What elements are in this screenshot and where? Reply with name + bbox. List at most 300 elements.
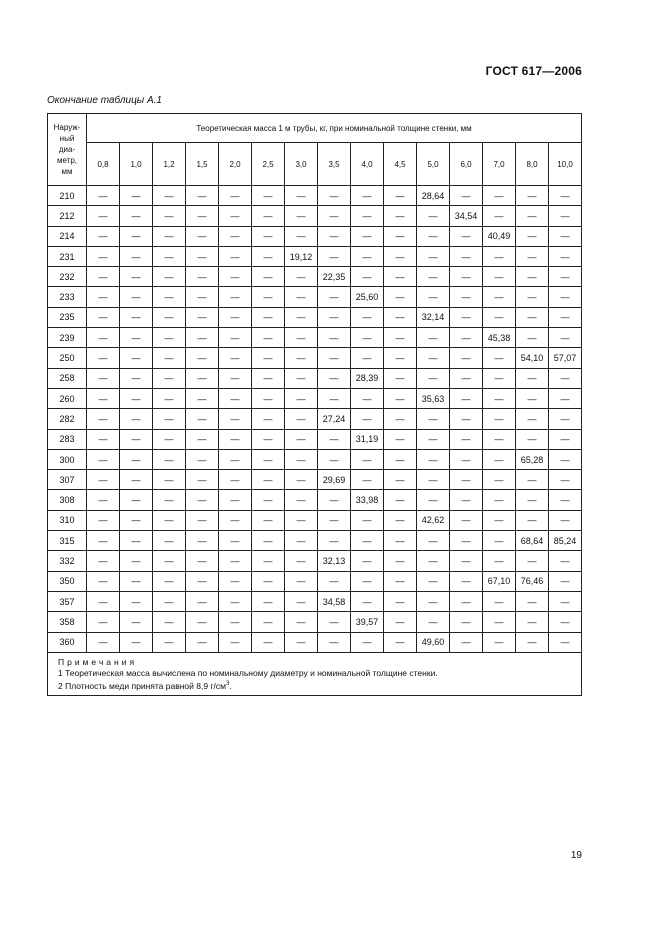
mass-cell: — [219,388,252,408]
mass-cell: — [219,186,252,206]
mass-cell: 57,07 [549,348,582,368]
mass-cell: — [252,571,285,591]
mass-cell: — [417,470,450,490]
mass-cell: — [318,632,351,652]
mass-cell: — [87,226,120,246]
diameter-cell: 260 [48,388,87,408]
diameter-cell: 231 [48,246,87,266]
mass-cell: — [351,531,384,551]
mass-cell: — [120,409,153,429]
mass-cell: — [186,307,219,327]
mass-cell: — [351,328,384,348]
mass-cell: — [417,328,450,348]
mass-cell: — [516,551,549,571]
thickness-header: 4,5 [384,143,417,186]
mass-cell: — [285,287,318,307]
mass-cell: — [186,368,219,388]
mass-cell: — [219,328,252,348]
mass-cell: — [120,591,153,611]
diameter-cell: 307 [48,470,87,490]
thickness-header: 1,5 [186,143,219,186]
mass-table [47,113,582,696]
mass-cell: — [87,632,120,652]
diameter-column-header: Наруж- ный диа- метр, мм [48,114,87,186]
mass-cell: 28,39 [351,368,384,388]
table-row [48,531,582,551]
mass-cell: — [516,490,549,510]
mass-cell: — [285,591,318,611]
mass-cell: — [87,267,120,287]
diameter-cell: 239 [48,328,87,348]
mass-cell: — [252,186,285,206]
mass-cell: — [285,307,318,327]
mass-cell: — [351,246,384,266]
thickness-header: 10,0 [549,143,582,186]
mass-cell: — [186,409,219,429]
mass-cell: 32,13 [318,551,351,571]
mass-cell: — [549,307,582,327]
mass-cell: — [219,470,252,490]
mass-cell: — [318,510,351,530]
mass-cell: — [318,490,351,510]
table-row [48,287,582,307]
mass-cell: — [417,409,450,429]
mass-cell: — [483,551,516,571]
mass-cell: — [549,470,582,490]
mass-cell: — [252,267,285,287]
table-row [48,307,582,327]
mass-cell: — [87,328,120,348]
mass-cell: — [450,429,483,449]
mass-cell: — [549,571,582,591]
mass-cell: — [153,551,186,571]
mass-cell: — [153,409,186,429]
mass-cell: — [120,531,153,551]
diameter-cell: 357 [48,591,87,611]
mass-cell: — [186,531,219,551]
thickness-header: 4,0 [351,143,384,186]
diameter-cell: 360 [48,632,87,652]
mass-cell: — [417,449,450,469]
mass-cell: 34,54 [450,206,483,226]
mass-cell: — [450,368,483,388]
mass-cell: — [384,429,417,449]
mass-cell: — [483,368,516,388]
note-1: 1 Теоретическая масса вычислена по номинальному диаметру и номинальной толщине стенки. [58,667,438,678]
mass-cell: — [351,348,384,368]
mass-cell: 22,35 [318,267,351,287]
mass-cell: — [285,368,318,388]
mass-cell: — [120,388,153,408]
mass-cell: — [483,591,516,611]
thickness-header: 3,5 [318,143,351,186]
mass-cell: — [120,612,153,632]
mass-cell: — [549,551,582,571]
mass-cell: — [351,510,384,530]
thickness-header: 7,0 [483,143,516,186]
table-row [48,267,582,287]
mass-cell: — [120,246,153,266]
mass-cell: — [87,186,120,206]
mass-cell: — [516,591,549,611]
mass-cell: — [219,510,252,530]
mass-cell: — [318,287,351,307]
mass-cell: — [318,449,351,469]
mass-cell: — [483,206,516,226]
mass-cell: — [219,307,252,327]
mass-cell: — [450,470,483,490]
table-row [48,226,582,246]
mass-cell: — [450,186,483,206]
mass-cell: — [120,429,153,449]
table-row [48,632,582,652]
mass-cell: — [186,490,219,510]
mass-cell: — [153,510,186,530]
thickness-header: 5,0 [417,143,450,186]
mass-cell: — [384,632,417,652]
mass-cell: — [351,591,384,611]
mass-cell: — [285,429,318,449]
mass-cell: — [483,510,516,530]
mass-cell: — [153,470,186,490]
mass-cell: — [120,632,153,652]
mass-cell: — [417,348,450,368]
mass-cell: — [87,531,120,551]
mass-cell: 25,60 [351,287,384,307]
mass-cell: — [483,429,516,449]
mass-cell: — [219,612,252,632]
table-row [48,612,582,632]
mass-cell: — [351,409,384,429]
mass-cell: 27,24 [318,409,351,429]
mass-cell: — [252,551,285,571]
mass-cell: — [516,409,549,429]
mass-cell: 35,63 [417,388,450,408]
mass-cell: — [120,551,153,571]
mass-cell: — [252,449,285,469]
mass-cell: — [120,186,153,206]
mass-cell: — [384,287,417,307]
mass-cell: — [417,287,450,307]
mass-cell: — [384,409,417,429]
mass-cell: — [285,490,318,510]
mass-cell: — [153,328,186,348]
mass-cell: — [186,510,219,530]
mass-cell: — [252,307,285,327]
mass-cell: — [384,470,417,490]
mass-cell: — [483,531,516,551]
mass-cell: — [252,612,285,632]
mass-cell: — [384,571,417,591]
mass-cell: — [153,226,186,246]
mass-cell: — [549,206,582,226]
notes-block [48,652,582,695]
mass-cell: — [483,267,516,287]
thickness-header: 8,0 [516,143,549,186]
mass-cell: — [351,470,384,490]
mass-cell: — [384,531,417,551]
mass-cell: — [285,531,318,551]
mass-cell: 65,28 [516,449,549,469]
mass-cell: — [351,449,384,469]
mass-cell: — [219,571,252,591]
mass-cell: — [450,551,483,571]
table-row [48,388,582,408]
table-row [48,551,582,571]
mass-cell: 54,10 [516,348,549,368]
mass-cell: — [87,307,120,327]
diameter-cell: 250 [48,348,87,368]
mass-cell: — [285,267,318,287]
mass-cell: — [549,328,582,348]
mass-cell: 32,14 [417,307,450,327]
mass-cell: — [384,388,417,408]
mass-cell: — [186,449,219,469]
mass-cell: — [87,287,120,307]
mass-cell: — [549,267,582,287]
mass-cell: — [450,490,483,510]
mass-cell: — [384,206,417,226]
mass-cell: — [549,591,582,611]
mass-cell: — [219,267,252,287]
thickness-header: 2,5 [252,143,285,186]
mass-cell: — [384,368,417,388]
mass-cell: — [384,591,417,611]
mass-cell: — [549,632,582,652]
mass-cell: — [120,206,153,226]
mass-cell: — [351,551,384,571]
mass-cell: — [285,226,318,246]
mass-cell: — [219,591,252,611]
mass-cell: — [252,206,285,226]
mass-cell: — [318,328,351,348]
mass-cell: — [549,186,582,206]
mass-cell: — [153,449,186,469]
mass-cell: — [549,510,582,530]
mass-cell: — [153,368,186,388]
mass-cell: — [483,612,516,632]
mass-cell: — [252,470,285,490]
mass-cell: — [483,409,516,429]
mass-cell: — [252,510,285,530]
mass-cell: — [186,429,219,449]
mass-cell: — [252,429,285,449]
mass-cell: — [450,632,483,652]
mass-cell: — [483,246,516,266]
mass-cell: — [483,307,516,327]
table-row [48,449,582,469]
mass-cell: — [153,490,186,510]
mass-cell: — [384,307,417,327]
mass-cell: — [87,449,120,469]
diameter-cell: 282 [48,409,87,429]
table-row [48,206,582,226]
mass-cell: — [153,307,186,327]
mass-cell: — [450,226,483,246]
mass-cell: — [417,591,450,611]
mass-cell: — [417,206,450,226]
diameter-cell: 283 [48,429,87,449]
mass-cell: — [285,186,318,206]
mass-cell: — [252,490,285,510]
mass-cell: — [318,186,351,206]
mass-cell: — [153,348,186,368]
mass-cell: — [483,388,516,408]
mass-cell: — [120,287,153,307]
mass-cell: — [318,612,351,632]
mass-cell: — [285,510,318,530]
mass-cell: — [516,632,549,652]
mass-cell: — [153,267,186,287]
mass-cell: — [549,429,582,449]
mass-cell: — [516,246,549,266]
mass-cell: — [417,531,450,551]
mass-cell: — [318,571,351,591]
mass-cell: — [285,551,318,571]
mass-cell: — [87,429,120,449]
mass-cell: — [384,246,417,266]
mass-cell: — [450,571,483,591]
mass-cell: — [549,612,582,632]
mass-cell: — [252,368,285,388]
mass-cell: — [516,328,549,348]
mass-cell: — [219,632,252,652]
mass-cell: — [450,307,483,327]
mass-cell: — [384,267,417,287]
mass-cell: — [417,368,450,388]
thickness-header: 1,0 [120,143,153,186]
mass-cell: — [516,429,549,449]
mass-cell: — [318,348,351,368]
mass-cell: — [516,470,549,490]
mass-cell: — [219,551,252,571]
mass-cell: — [318,368,351,388]
mass-cell: — [87,591,120,611]
mass-cell: — [120,348,153,368]
mass-cell: — [516,186,549,206]
mass-cell: — [417,246,450,266]
thickness-header: 6,0 [450,143,483,186]
table-row [48,591,582,611]
mass-cell: — [186,267,219,287]
mass-cell: — [417,490,450,510]
mass-cell: — [516,388,549,408]
mass-cell: — [516,510,549,530]
mass-cell: — [450,449,483,469]
mass-cell: — [285,388,318,408]
mass-cell: — [186,470,219,490]
mass-cell: — [87,551,120,571]
mass-cell: — [549,490,582,510]
mass-cell: — [186,226,219,246]
mass-cell: — [285,348,318,368]
diameter-cell: 258 [48,368,87,388]
thickness-header: 1,2 [153,143,186,186]
mass-cell: — [450,287,483,307]
mass-cell: — [219,531,252,551]
table-row [48,368,582,388]
mass-cell: 40,49 [483,226,516,246]
mass-cell: — [252,287,285,307]
mass-cell: — [120,307,153,327]
mass-cell: — [87,348,120,368]
mass-cell: — [186,632,219,652]
mass-cell: — [450,531,483,551]
mass-cell: — [120,470,153,490]
table-row [48,490,582,510]
mass-cell: — [318,429,351,449]
diameter-cell: 300 [48,449,87,469]
mass-cell: — [87,388,120,408]
table-caption: Окончание таблицы А.1 [47,95,162,106]
mass-cell: — [285,612,318,632]
mass-cell: — [219,226,252,246]
mass-cell: — [153,571,186,591]
mass-cell: — [120,226,153,246]
mass-cell: — [219,348,252,368]
mass-cell: — [219,206,252,226]
mass-cell: 31,19 [351,429,384,449]
diameter-cell: 310 [48,510,87,530]
table-row [48,409,582,429]
mass-cell: — [285,571,318,591]
mass-cell: — [219,490,252,510]
mass-cell: 85,24 [549,531,582,551]
mass-cell: — [516,612,549,632]
mass-cell: — [483,186,516,206]
mass-cell: — [153,206,186,226]
mass-cell: — [318,307,351,327]
diameter-cell: 315 [48,531,87,551]
document-code: ГОСТ 617—2006 [485,64,582,78]
mass-cell: — [450,348,483,368]
mass-cell: — [318,246,351,266]
mass-cell: — [384,551,417,571]
mass-cell: — [186,246,219,266]
note-2: 2 Плотность меди принята равной 8,9 $г/см^3$. [58,680,232,691]
mass-cell: — [87,571,120,591]
mass-cell: — [285,449,318,469]
mass-cell: — [285,409,318,429]
mass-cell: — [87,246,120,266]
mass-cell: — [153,287,186,307]
mass-cell: — [351,267,384,287]
mass-cell: — [351,632,384,652]
mass-cell: — [153,591,186,611]
thickness-header: 0,8 [87,143,120,186]
mass-cell: — [87,510,120,530]
mass-cell: — [549,368,582,388]
mass-cell: — [516,368,549,388]
mass-cell: — [318,226,351,246]
mass-cell: — [549,246,582,266]
mass-cell: — [450,591,483,611]
mass-cell: 45,38 [483,328,516,348]
mass-cell: — [120,449,153,469]
mass-cell: — [450,267,483,287]
mass-cell: — [153,246,186,266]
mass-cell: 19,12 [285,246,318,266]
page-number: 19 [570,850,582,861]
mass-cell: 28,64 [417,186,450,206]
mass-cell: — [219,429,252,449]
mass-cell: — [120,328,153,348]
mass-cell: — [417,551,450,571]
mass-cell: — [318,206,351,226]
mass-cell: — [384,490,417,510]
mass-cell: — [516,226,549,246]
mass-cell: — [417,571,450,591]
